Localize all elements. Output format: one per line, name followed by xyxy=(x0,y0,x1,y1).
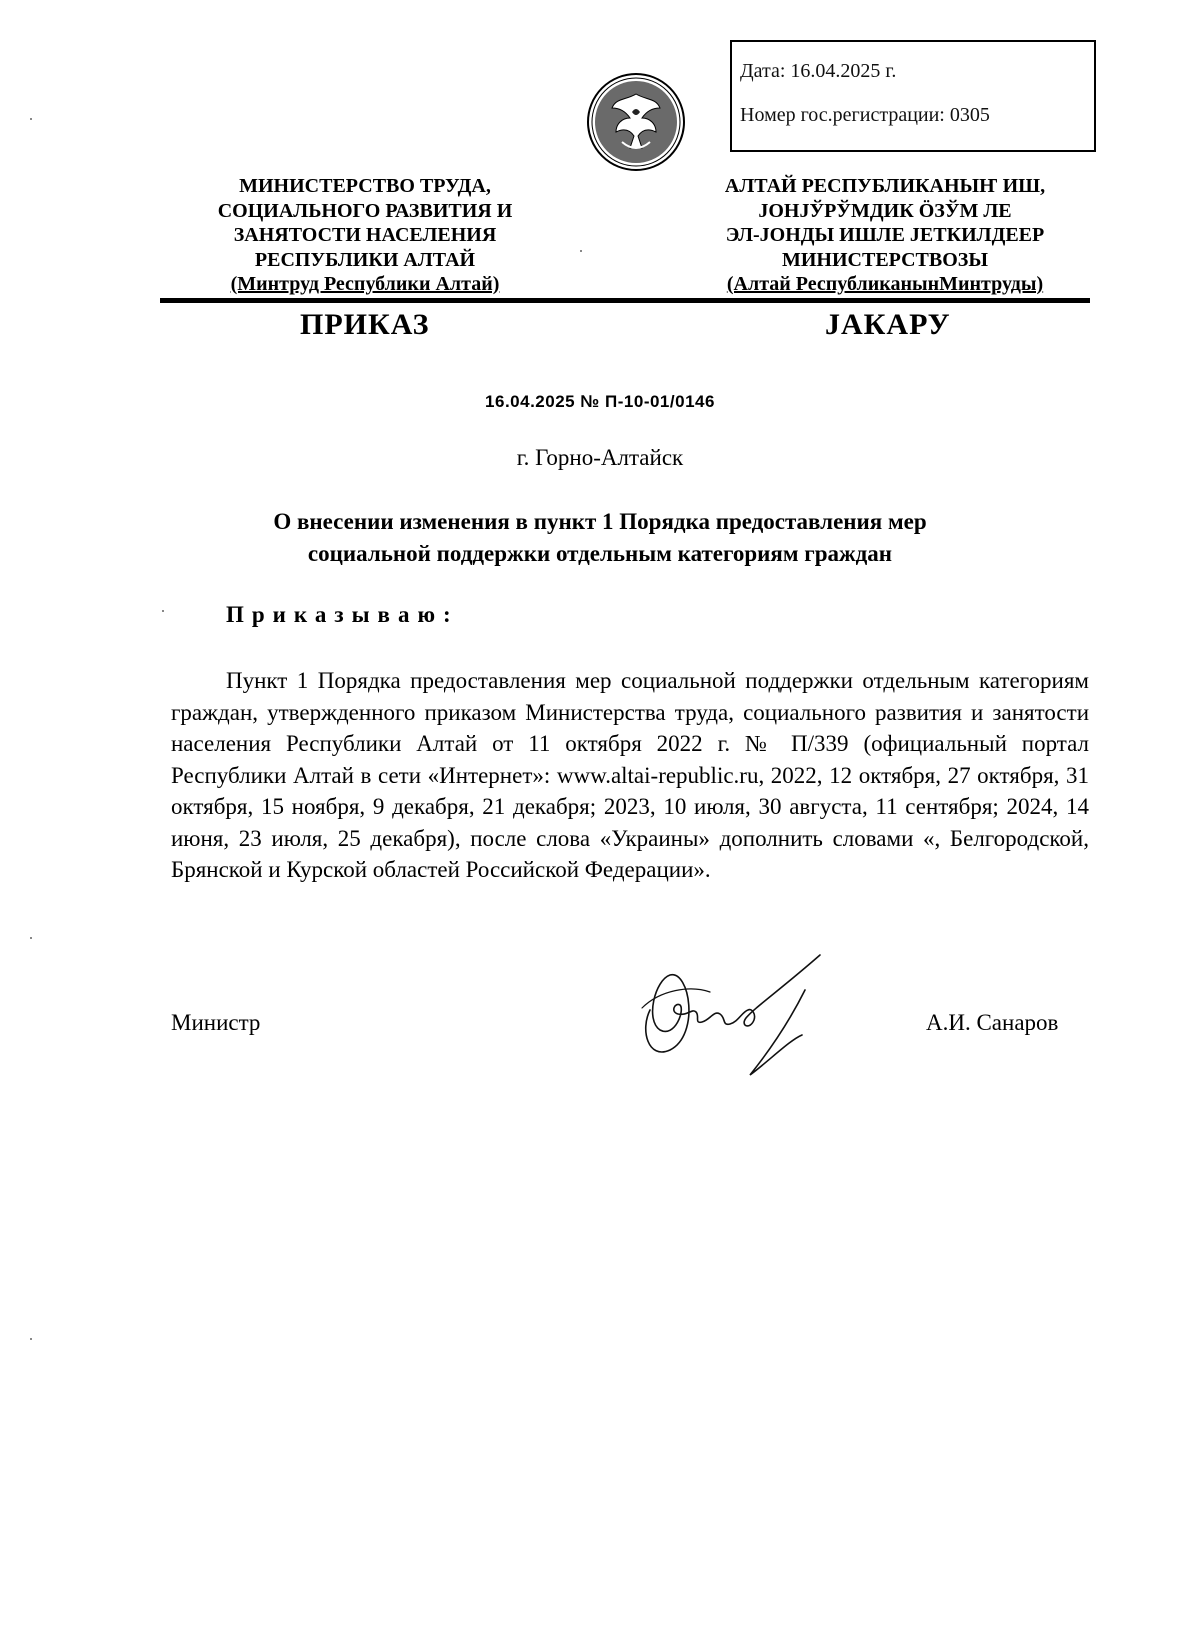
ministry-ru-line: ЗАНЯТОСТИ НАСЕЛЕНИЯ xyxy=(233,224,497,246)
ministry-alt-line: АЛТАЙ РЕСПУБЛИКАНЫҤ ИШ, xyxy=(724,175,1046,197)
ministry-name-altai xyxy=(700,174,1070,297)
document-number: 16.04.2025 № П-10-01/0146 xyxy=(485,392,715,411)
registration-date-label: Дата: xyxy=(740,60,786,82)
doc-type-russian: ПРИКАЗ xyxy=(300,308,430,341)
ministry-ru-line: МИНИСТЕРСТВО ТРУДА, xyxy=(239,175,491,197)
city: г. Горно-Алтайск xyxy=(516,445,684,470)
ministry-ru-short-name: (Минтруд Республики Алтай) xyxy=(230,273,500,295)
ministry-ru-line: СОЦИАЛЬНОГО РАЗВИТИЯ И xyxy=(217,199,513,222)
signature-image xyxy=(630,950,860,1100)
body-paragraph: Пункт 1 Порядка предоставления мер социальной поддержки отдельным категориям граждан, утвержденного приказом Министерства труда, социального развития и занятости населения Республики Алтай от 11 октября 2022 г. № П/339 (официальный портал Республики Алтай в сети «Интернет»: www.altai-republic.ru, 2022, 12 октября, 27 октября, 31 октября, 15 ноября, 9 декабря, 21 декабря; 2023, 10 июля, 30 августа, 11 сентября; 2024, 14 июня, 23 июля, 25 декабря), после слова «Украины» дополнить словами «, Белгородской, Брянской и Курской областей Российской Федерации». xyxy=(171,668,1089,882)
registration-number-label: Номер гос.регистрации: xyxy=(740,104,945,126)
title-line: О внесении изменения в пункт 1 Порядка предоставления мер xyxy=(273,509,927,534)
registration-number-value: 0305 xyxy=(949,104,990,126)
doc-type-altai: JАКАРУ xyxy=(825,308,951,341)
registration-date xyxy=(740,60,896,83)
signer-name: А.И. Санаров xyxy=(926,1010,1059,1035)
scan-speck xyxy=(162,610,164,612)
registration-number xyxy=(740,104,990,127)
ministry-alt-line: ЭЛ-JОНДЫ ИШЛЕ JЕТКИЛДЕЕР xyxy=(725,224,1045,246)
ministry-alt-line: МИНИСТЕРСТВОЗЫ xyxy=(781,248,988,271)
registration-date-value: 16.04.2025 г. xyxy=(790,60,897,82)
coat-of-arms-emblem xyxy=(586,72,686,172)
ministry-name-russian xyxy=(190,174,540,297)
scan-speck xyxy=(30,1338,32,1340)
ministry-alt-short-name: (Алтай РеспубликанынМинтруды) xyxy=(726,273,1044,295)
scan-speck xyxy=(580,250,582,252)
scan-speck xyxy=(30,937,32,939)
signer-position: Министр xyxy=(171,1010,261,1035)
registration-box xyxy=(730,40,1096,152)
ministry-alt-line: JОНJЎРЎМДИК ӦЗЎМ ЛЕ xyxy=(758,199,1012,222)
ministry-ru-line: РЕСПУБЛИКИ АЛТАЙ xyxy=(254,248,476,271)
order-word: Приказываю: xyxy=(226,602,459,627)
document-title xyxy=(200,506,1000,570)
title-line: социальной поддержки отдельным категориям граждан xyxy=(307,541,893,566)
header-divider xyxy=(160,298,1090,303)
scan-speck xyxy=(30,118,32,120)
